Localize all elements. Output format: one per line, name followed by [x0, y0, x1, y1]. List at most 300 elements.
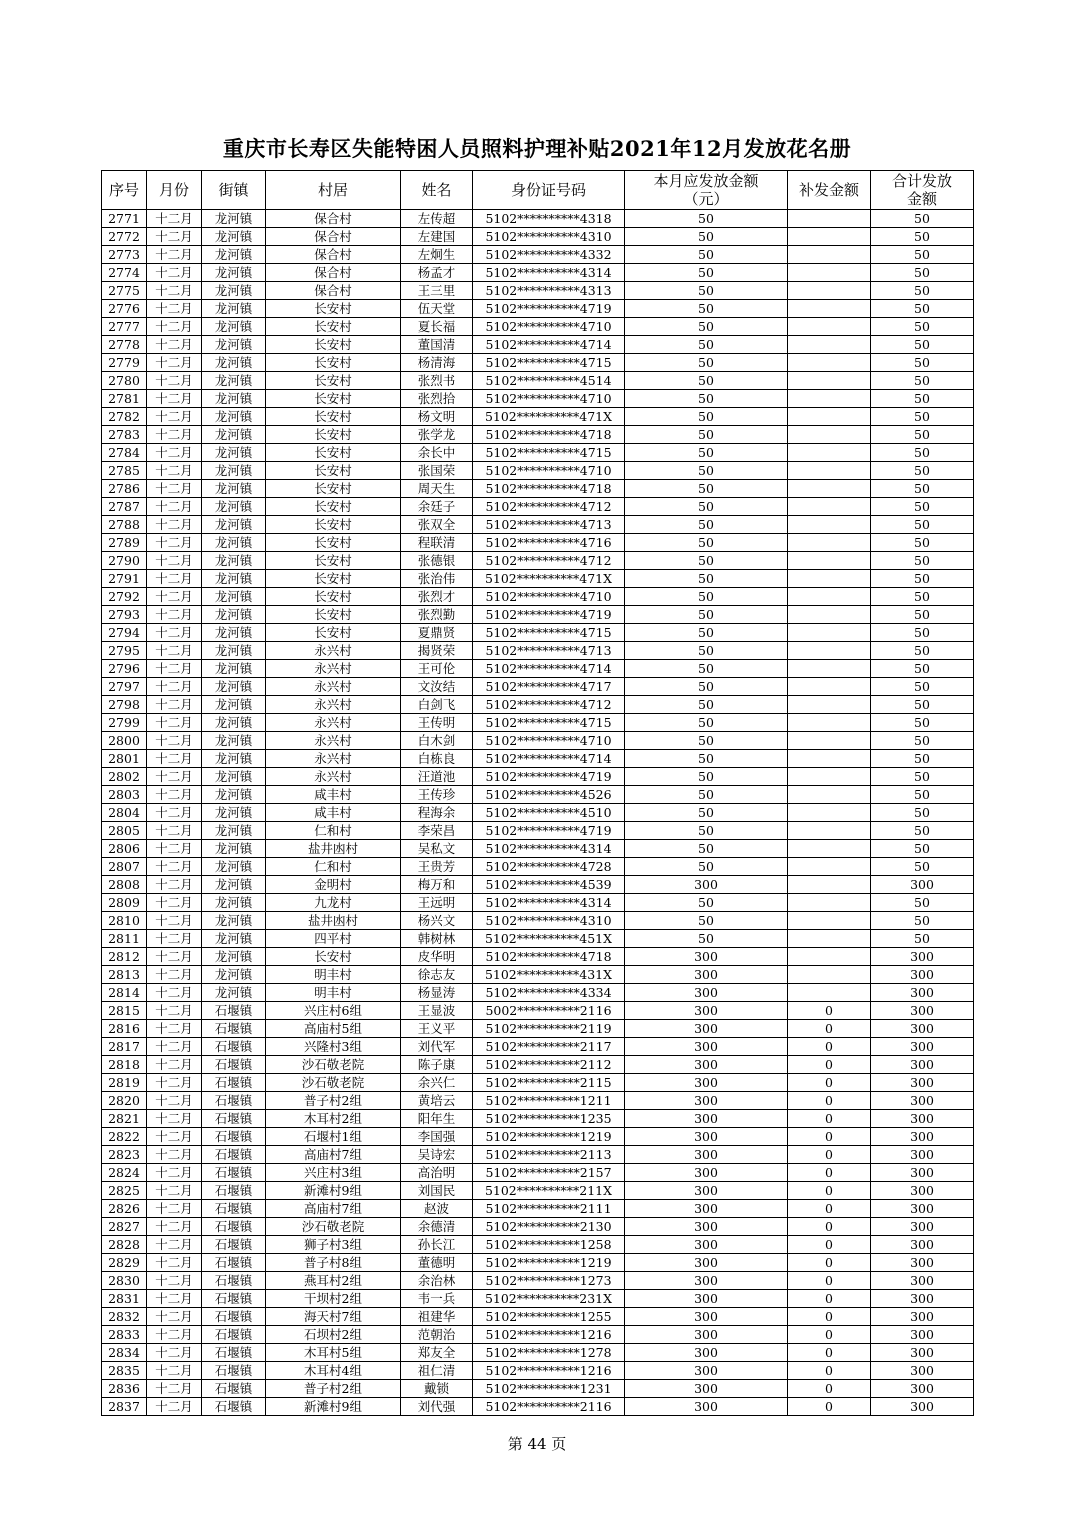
cell-village: 明丰村	[266, 984, 401, 1002]
cell-town: 龙河镇	[202, 624, 266, 642]
cell-town: 龙河镇	[202, 876, 266, 894]
cell-supplement	[788, 246, 871, 264]
header-name: 姓名	[401, 171, 473, 210]
cell-village: 长安村	[266, 948, 401, 966]
cell-id: 5102**********4715	[473, 624, 625, 642]
cell-month: 十二月	[147, 534, 202, 552]
cell-id: 5102**********451X	[473, 930, 625, 948]
cell-village: 燕耳村2组	[266, 1272, 401, 1290]
cell-total: 300	[871, 1182, 974, 1200]
cell-month: 十二月	[147, 1092, 202, 1110]
cell-total: 50	[871, 678, 974, 696]
cell-village: 石坝村2组	[266, 1326, 401, 1344]
cell-amount: 300	[625, 1056, 788, 1074]
cell-amount: 50	[625, 894, 788, 912]
header-id: 身份证号码	[473, 171, 625, 210]
cell-name: 范朝治	[401, 1326, 473, 1344]
cell-id: 5102**********1273	[473, 1272, 625, 1290]
cell-total: 300	[871, 1092, 974, 1110]
cell-total: 50	[871, 318, 974, 336]
cell-amount: 50	[625, 300, 788, 318]
cell-town: 龙河镇	[202, 732, 266, 750]
cell-name: 周天生	[401, 480, 473, 498]
cell-month: 十二月	[147, 1380, 202, 1398]
cell-town: 石堰镇	[202, 1182, 266, 1200]
cell-total: 300	[871, 1290, 974, 1308]
cell-village: 长安村	[266, 390, 401, 408]
cell-month: 十二月	[147, 1020, 202, 1038]
cell-town: 龙河镇	[202, 390, 266, 408]
cell-id: 5102**********4710	[473, 390, 625, 408]
cell-no: 2791	[102, 570, 147, 588]
table-row	[102, 732, 974, 750]
cell-amount: 50	[625, 444, 788, 462]
cell-total: 300	[871, 1380, 974, 1398]
cell-amount: 50	[625, 606, 788, 624]
cell-id: 5102**********4718	[473, 426, 625, 444]
cell-supplement	[788, 696, 871, 714]
cell-amount: 50	[625, 516, 788, 534]
cell-no: 2786	[102, 480, 147, 498]
cell-month: 十二月	[147, 1002, 202, 1020]
cell-total: 300	[871, 948, 974, 966]
cell-village: 长安村	[266, 318, 401, 336]
cell-total: 300	[871, 984, 974, 1002]
cell-village: 沙石敬老院	[266, 1074, 401, 1092]
cell-no: 2815	[102, 1002, 147, 1020]
cell-town: 龙河镇	[202, 858, 266, 876]
cell-total: 50	[871, 912, 974, 930]
cell-id: 5102**********1211	[473, 1092, 625, 1110]
cell-supplement	[788, 822, 871, 840]
cell-town: 石堰镇	[202, 1398, 266, 1416]
cell-total: 300	[871, 1362, 974, 1380]
cell-id: 5102**********4713	[473, 516, 625, 534]
cell-supplement	[788, 444, 871, 462]
cell-town: 石堰镇	[202, 1254, 266, 1272]
cell-village: 明丰村	[266, 966, 401, 984]
cell-name: 王三里	[401, 282, 473, 300]
cell-id: 5102**********4310	[473, 912, 625, 930]
cell-name: 张国荣	[401, 462, 473, 480]
cell-amount: 300	[625, 1182, 788, 1200]
cell-town: 龙河镇	[202, 588, 266, 606]
cell-id: 5102**********211X	[473, 1182, 625, 1200]
cell-town: 龙河镇	[202, 516, 266, 534]
cell-id: 5102**********1216	[473, 1362, 625, 1380]
cell-name: 夏长福	[401, 318, 473, 336]
cell-town: 龙河镇	[202, 606, 266, 624]
cell-no: 2818	[102, 1056, 147, 1074]
table-row	[102, 1002, 974, 1020]
cell-town: 龙河镇	[202, 966, 266, 984]
cell-month: 十二月	[147, 696, 202, 714]
cell-name: 张德银	[401, 552, 473, 570]
cell-name: 孙长江	[401, 1236, 473, 1254]
cell-amount: 50	[625, 570, 788, 588]
cell-amount: 300	[625, 1236, 788, 1254]
cell-supplement: 0	[788, 1362, 871, 1380]
cell-no: 2801	[102, 750, 147, 768]
cell-month: 十二月	[147, 1290, 202, 1308]
cell-total: 50	[871, 804, 974, 822]
cell-amount: 300	[625, 1110, 788, 1128]
header-supplement: 补发金额	[788, 171, 871, 210]
table-row	[102, 1254, 974, 1272]
cell-total: 50	[871, 354, 974, 372]
cell-id: 5102**********2112	[473, 1056, 625, 1074]
cell-amount: 300	[625, 1146, 788, 1164]
cell-supplement	[788, 912, 871, 930]
cell-total: 50	[871, 696, 974, 714]
cell-supplement: 0	[788, 1200, 871, 1218]
cell-name: 韦一兵	[401, 1290, 473, 1308]
cell-village: 长安村	[266, 354, 401, 372]
cell-name: 陈子康	[401, 1056, 473, 1074]
cell-amount: 300	[625, 1002, 788, 1020]
table-row	[102, 1200, 974, 1218]
table-row	[102, 1218, 974, 1236]
cell-total: 50	[871, 750, 974, 768]
cell-no: 2776	[102, 300, 147, 318]
cell-amount: 50	[625, 246, 788, 264]
cell-town: 龙河镇	[202, 894, 266, 912]
cell-id: 5102**********4310	[473, 228, 625, 246]
cell-total: 300	[871, 1164, 974, 1182]
cell-total: 50	[871, 588, 974, 606]
cell-name: 余德清	[401, 1218, 473, 1236]
cell-village: 永兴村	[266, 660, 401, 678]
cell-no: 2821	[102, 1110, 147, 1128]
cell-village: 沙石敬老院	[266, 1056, 401, 1074]
cell-supplement: 0	[788, 1182, 871, 1200]
cell-month: 十二月	[147, 408, 202, 426]
cell-amount: 50	[625, 822, 788, 840]
cell-total: 50	[871, 408, 974, 426]
cell-village: 狮子村3组	[266, 1236, 401, 1254]
cell-town: 龙河镇	[202, 426, 266, 444]
cell-amount: 300	[625, 948, 788, 966]
table-row	[102, 894, 974, 912]
cell-village: 盐井凼村	[266, 840, 401, 858]
cell-name: 王传珍	[401, 786, 473, 804]
cell-no: 2775	[102, 282, 147, 300]
cell-name: 张烈才	[401, 588, 473, 606]
cell-month: 十二月	[147, 1344, 202, 1362]
cell-total: 50	[871, 246, 974, 264]
cell-id: 5102**********4713	[473, 642, 625, 660]
cell-no: 2803	[102, 786, 147, 804]
cell-amount: 50	[625, 228, 788, 246]
cell-supplement: 0	[788, 1056, 871, 1074]
cell-month: 十二月	[147, 912, 202, 930]
cell-name: 张治伟	[401, 570, 473, 588]
cell-id: 5102**********4719	[473, 300, 625, 318]
cell-village: 咸丰村	[266, 786, 401, 804]
cell-no: 2806	[102, 840, 147, 858]
table-row	[102, 444, 974, 462]
cell-village: 仁和村	[266, 858, 401, 876]
cell-id: 5102**********4710	[473, 318, 625, 336]
cell-name: 王可伦	[401, 660, 473, 678]
table-row	[102, 1038, 974, 1056]
cell-town: 石堰镇	[202, 1380, 266, 1398]
table-row	[102, 462, 974, 480]
cell-month: 十二月	[147, 354, 202, 372]
cell-total: 300	[871, 1344, 974, 1362]
table-row	[102, 264, 974, 282]
cell-name: 程联清	[401, 534, 473, 552]
cell-amount: 300	[625, 1290, 788, 1308]
cell-supplement: 0	[788, 1272, 871, 1290]
cell-town: 龙河镇	[202, 372, 266, 390]
cell-id: 5102**********1219	[473, 1254, 625, 1272]
cell-supplement	[788, 570, 871, 588]
roster-table	[101, 170, 974, 1416]
cell-supplement	[788, 516, 871, 534]
table-row	[102, 822, 974, 840]
cell-town: 石堰镇	[202, 1236, 266, 1254]
cell-amount: 50	[625, 786, 788, 804]
cell-id: 5102**********4718	[473, 480, 625, 498]
cell-month: 十二月	[147, 732, 202, 750]
cell-month: 十二月	[147, 1398, 202, 1416]
cell-no: 2828	[102, 1236, 147, 1254]
cell-village: 九龙村	[266, 894, 401, 912]
cell-id: 5102**********4719	[473, 606, 625, 624]
cell-name: 左炯生	[401, 246, 473, 264]
cell-village: 普子村2组	[266, 1380, 401, 1398]
cell-name: 祖建华	[401, 1308, 473, 1326]
cell-amount: 50	[625, 372, 788, 390]
cell-supplement: 0	[788, 1398, 871, 1416]
cell-village: 长安村	[266, 606, 401, 624]
cell-village: 长安村	[266, 300, 401, 318]
cell-village: 长安村	[266, 624, 401, 642]
cell-village: 新滩村9组	[266, 1182, 401, 1200]
cell-amount: 50	[625, 408, 788, 426]
header-total	[871, 171, 974, 210]
cell-total: 300	[871, 876, 974, 894]
cell-name: 赵波	[401, 1200, 473, 1218]
cell-amount: 50	[625, 858, 788, 876]
cell-name: 张烈书	[401, 372, 473, 390]
table-row	[102, 804, 974, 822]
cell-town: 龙河镇	[202, 300, 266, 318]
cell-no: 2777	[102, 318, 147, 336]
cell-total: 50	[871, 660, 974, 678]
cell-amount: 50	[625, 426, 788, 444]
cell-village: 兴庄村3组	[266, 1164, 401, 1182]
table-row	[102, 858, 974, 876]
cell-supplement	[788, 534, 871, 552]
cell-total: 300	[871, 1128, 974, 1146]
cell-name: 戴锁	[401, 1380, 473, 1398]
cell-town: 石堰镇	[202, 1344, 266, 1362]
cell-no: 2802	[102, 768, 147, 786]
cell-name: 余治林	[401, 1272, 473, 1290]
cell-total: 50	[871, 714, 974, 732]
table-row	[102, 696, 974, 714]
cell-month: 十二月	[147, 1272, 202, 1290]
cell-village: 长安村	[266, 570, 401, 588]
table-row	[102, 1110, 974, 1128]
cell-id: 5102**********1255	[473, 1308, 625, 1326]
cell-name: 余兴仁	[401, 1074, 473, 1092]
cell-month: 十二月	[147, 588, 202, 606]
cell-no: 2799	[102, 714, 147, 732]
cell-amount: 300	[625, 1344, 788, 1362]
cell-name: 杨显涛	[401, 984, 473, 1002]
cell-id: 5102**********4313	[473, 282, 625, 300]
cell-id: 5102**********4318	[473, 210, 625, 228]
cell-amount: 300	[625, 984, 788, 1002]
cell-supplement	[788, 264, 871, 282]
cell-supplement	[788, 984, 871, 1002]
cell-id: 5102**********1231	[473, 1380, 625, 1398]
cell-supplement	[788, 732, 871, 750]
table-row	[102, 1056, 974, 1074]
cell-month: 十二月	[147, 1056, 202, 1074]
cell-name: 王义平	[401, 1020, 473, 1038]
cell-amount: 300	[625, 1380, 788, 1398]
cell-no: 2832	[102, 1308, 147, 1326]
cell-month: 十二月	[147, 390, 202, 408]
table-row	[102, 1344, 974, 1362]
cell-supplement	[788, 840, 871, 858]
cell-name: 张双全	[401, 516, 473, 534]
table-row	[102, 714, 974, 732]
cell-id: 5102**********4728	[473, 858, 625, 876]
cell-name: 刘代强	[401, 1398, 473, 1416]
header-total-line2: 金额	[906, 190, 937, 208]
cell-supplement	[788, 480, 871, 498]
cell-village: 金明村	[266, 876, 401, 894]
cell-month: 十二月	[147, 1182, 202, 1200]
cell-town: 龙河镇	[202, 570, 266, 588]
cell-supplement: 0	[788, 1290, 871, 1308]
cell-village: 长安村	[266, 426, 401, 444]
table-row	[102, 1092, 974, 1110]
cell-amount: 50	[625, 678, 788, 696]
cell-no: 2784	[102, 444, 147, 462]
cell-id: 5102**********4718	[473, 948, 625, 966]
cell-total: 50	[871, 642, 974, 660]
cell-town: 龙河镇	[202, 768, 266, 786]
cell-supplement	[788, 768, 871, 786]
cell-name: 张烈勤	[401, 606, 473, 624]
cell-town: 龙河镇	[202, 210, 266, 228]
cell-name: 白栋良	[401, 750, 473, 768]
cell-name: 吴诗宏	[401, 1146, 473, 1164]
cell-name: 黄培云	[401, 1092, 473, 1110]
table-row	[102, 876, 974, 894]
table-row	[102, 498, 974, 516]
header-total-line1: 合计发放	[891, 172, 952, 190]
cell-total: 300	[871, 1326, 974, 1344]
cell-name: 余长中	[401, 444, 473, 462]
cell-no: 2817	[102, 1038, 147, 1056]
cell-id: 5102**********2130	[473, 1218, 625, 1236]
cell-supplement: 0	[788, 1380, 871, 1398]
cell-village: 永兴村	[266, 696, 401, 714]
cell-total: 300	[871, 1056, 974, 1074]
cell-no: 2823	[102, 1146, 147, 1164]
cell-total: 50	[871, 930, 974, 948]
cell-id: 5102**********1219	[473, 1128, 625, 1146]
cell-month: 十二月	[147, 894, 202, 912]
cell-id: 5102**********2119	[473, 1020, 625, 1038]
table-row	[102, 570, 974, 588]
cell-month: 十二月	[147, 1146, 202, 1164]
cell-amount: 50	[625, 642, 788, 660]
cell-town: 龙河镇	[202, 444, 266, 462]
cell-town: 石堰镇	[202, 1290, 266, 1308]
cell-village: 保合村	[266, 246, 401, 264]
cell-name: 张学龙	[401, 426, 473, 444]
cell-month: 十二月	[147, 768, 202, 786]
cell-village: 兴隆村3组	[266, 1038, 401, 1056]
table-row	[102, 408, 974, 426]
cell-id: 5102**********4715	[473, 444, 625, 462]
cell-amount: 50	[625, 714, 788, 732]
cell-id: 5102**********2157	[473, 1164, 625, 1182]
cell-name: 李国强	[401, 1128, 473, 1146]
cell-supplement: 0	[788, 1146, 871, 1164]
cell-no: 2825	[102, 1182, 147, 1200]
cell-supplement	[788, 678, 871, 696]
cell-amount: 50	[625, 354, 788, 372]
table-row	[102, 912, 974, 930]
cell-village: 四平村	[266, 930, 401, 948]
cell-id: 5102**********1258	[473, 1236, 625, 1254]
cell-town: 石堰镇	[202, 1218, 266, 1236]
cell-no: 2812	[102, 948, 147, 966]
cell-month: 十二月	[147, 876, 202, 894]
cell-name: 杨清海	[401, 354, 473, 372]
cell-supplement	[788, 300, 871, 318]
cell-no: 2778	[102, 336, 147, 354]
cell-total: 300	[871, 1254, 974, 1272]
cell-name: 揭贤荣	[401, 642, 473, 660]
table-row	[102, 606, 974, 624]
cell-town: 龙河镇	[202, 750, 266, 768]
cell-village: 沙石敬老院	[266, 1218, 401, 1236]
cell-month: 十二月	[147, 336, 202, 354]
cell-id: 5102**********2111	[473, 1200, 625, 1218]
cell-month: 十二月	[147, 1110, 202, 1128]
cell-no: 2834	[102, 1344, 147, 1362]
cell-total: 50	[871, 264, 974, 282]
document-title: 重庆市长寿区失能特困人员照料护理补贴2021年12月发放花名册	[222, 136, 852, 161]
cell-id: 5102**********4710	[473, 732, 625, 750]
table-row	[102, 948, 974, 966]
cell-no: 2809	[102, 894, 147, 912]
table-row	[102, 588, 974, 606]
cell-supplement: 0	[788, 1218, 871, 1236]
cell-supplement: 0	[788, 1326, 871, 1344]
cell-town: 龙河镇	[202, 318, 266, 336]
cell-village: 新滩村9组	[266, 1398, 401, 1416]
cell-no: 2796	[102, 660, 147, 678]
cell-total: 50	[871, 768, 974, 786]
cell-month: 十二月	[147, 1200, 202, 1218]
cell-month: 十二月	[147, 822, 202, 840]
cell-name: 梅万和	[401, 876, 473, 894]
cell-town: 龙河镇	[202, 282, 266, 300]
cell-supplement	[788, 498, 871, 516]
cell-no: 2773	[102, 246, 147, 264]
